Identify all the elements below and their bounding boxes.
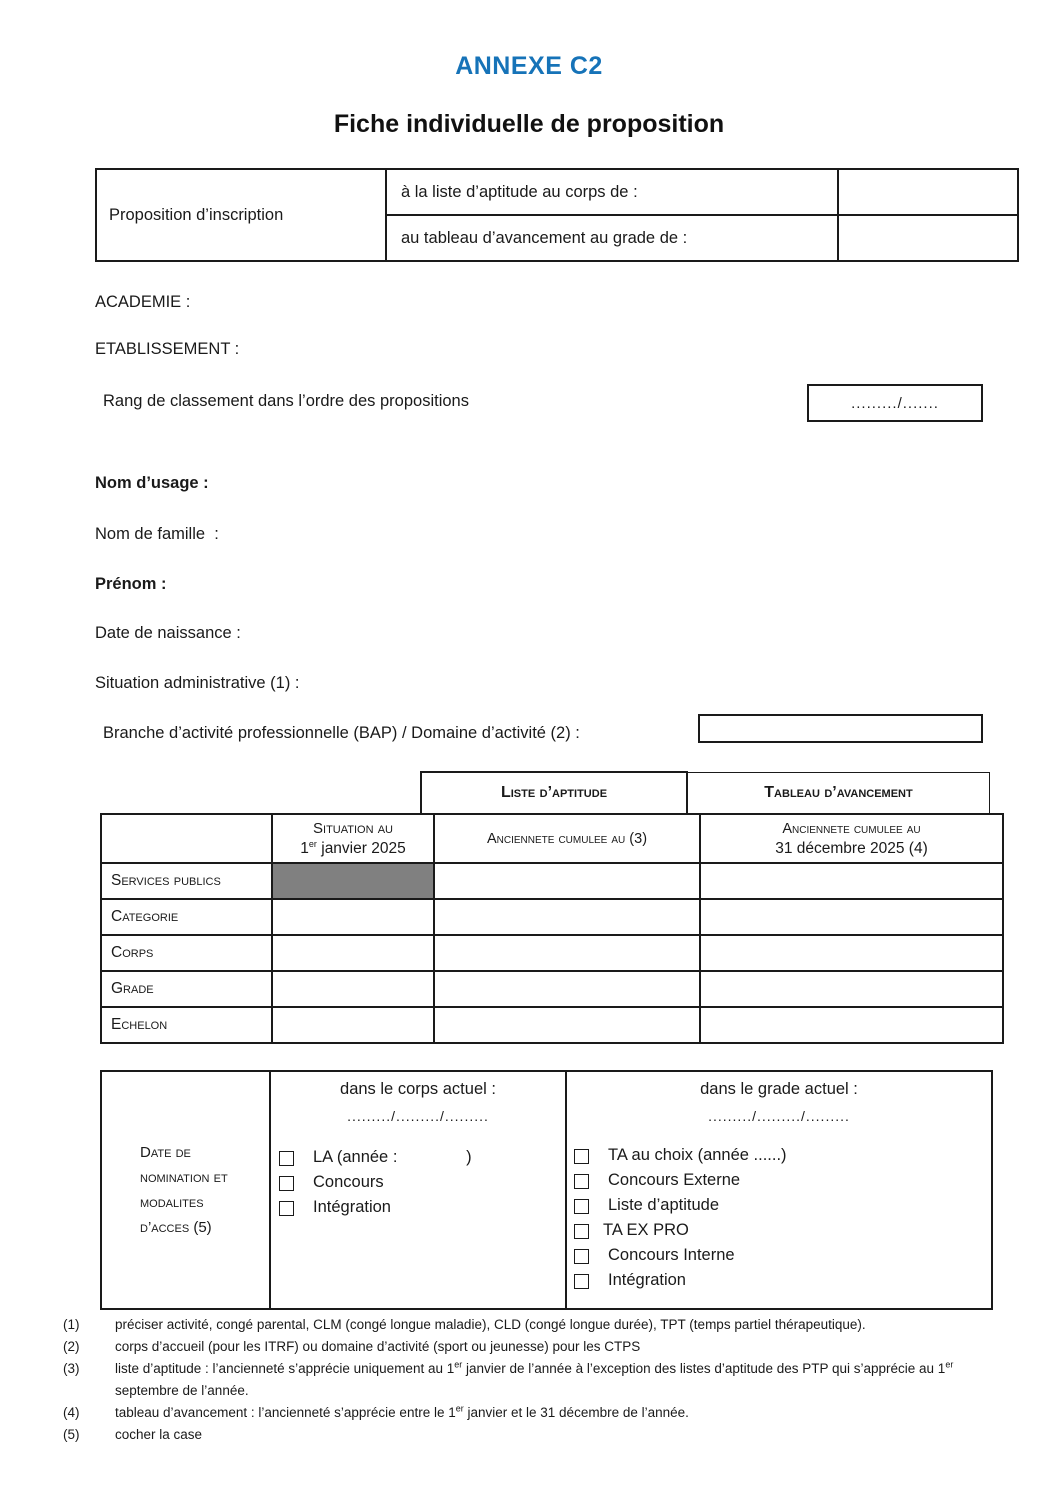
cell-grade-liste[interactable]	[434, 971, 700, 1007]
footnotes	[63, 1314, 975, 1446]
option-row-la	[279, 1148, 565, 1173]
nomination-label: Date de nomination et modalites d’acces (5)	[140, 1144, 228, 1236]
row-label-categorie: Categorie	[101, 899, 272, 935]
footnote-5-text: cocher la case	[115, 1427, 203, 1442]
nomination-table	[100, 1070, 993, 1310]
header-anciennete-liste-cell: Anciennete cumulee au (3)	[434, 814, 700, 863]
row-label-echelon: Echelon	[101, 1007, 272, 1043]
academie-label: ACADEMIE :	[95, 293, 191, 311]
cell-services-publics-liste[interactable]	[434, 863, 700, 899]
header-anciennete-tableau-cell	[700, 814, 1003, 863]
footnote-2-number: (2)	[63, 1339, 80, 1354]
corps-actuel-options	[271, 1148, 565, 1223]
rang-label: Rang de classement dans l’ordre des propositions	[103, 392, 469, 410]
checkbox-integration-corps-label: Intégration	[313, 1198, 391, 1216]
option-row-integration-grade	[574, 1271, 991, 1296]
row-label-grade: Grade	[101, 971, 272, 1007]
cell-services-publics-situation-shaded	[272, 863, 434, 899]
checkbox-integration-grade[interactable]	[574, 1274, 589, 1289]
footnote-3	[63, 1358, 975, 1402]
cell-corps-situation[interactable]	[272, 935, 434, 971]
checkbox-concours-interne-label: Concours Interne	[608, 1246, 735, 1264]
cell-categorie-situation[interactable]	[272, 899, 434, 935]
col-header-tableau-avancement: Tableau d’avancement	[687, 772, 990, 814]
header-situation-line1: Situation au	[313, 819, 393, 837]
date-naissance-label: Date de naissance :	[95, 624, 241, 642]
anciennete-table	[100, 813, 1004, 1044]
checkbox-la[interactable]	[279, 1151, 294, 1166]
checkbox-concours-externe[interactable]	[574, 1174, 589, 1189]
rang-value-box[interactable]	[807, 384, 983, 422]
grade-actuel-date-dots: ........./........./.........	[708, 1108, 850, 1124]
checkbox-liste-aptitude-label: Liste d’aptitude	[608, 1196, 719, 1214]
option-row-concours	[279, 1173, 565, 1198]
checkbox-ta-au-choix[interactable]	[574, 1149, 589, 1164]
footnote-3-number: (3)	[63, 1361, 80, 1376]
option-liste-aptitude-value-cell[interactable]	[838, 169, 1018, 215]
footnote-3-text: liste d’aptitude : l’ancienneté s’apprécie uniquement au 1er janvier de l’année à l’exception des listes d’aptitude des PTP qui s’apprécie au 1er septembre de l’année.	[115, 1359, 954, 1398]
footnote-4	[63, 1402, 975, 1424]
bap-label: Branche d’activité professionnelle (BAP) / Domaine d’activité (2) :	[103, 724, 580, 742]
col-header-liste-aptitude: Liste d’aptitude	[421, 772, 687, 814]
checkbox-integration-corps[interactable]	[279, 1201, 294, 1216]
cell-services-publics-tableau[interactable]	[700, 863, 1003, 899]
proposition-label-cell: Proposition d’inscription	[96, 169, 386, 261]
cell-grade-situation[interactable]	[272, 971, 434, 1007]
checkbox-concours-externe-label: Concours Externe	[608, 1171, 741, 1189]
form-title: Fiche individuelle de proposition	[333, 110, 725, 138]
option-row-integration-corps	[279, 1198, 565, 1223]
proposition-table	[95, 168, 1019, 262]
option-row-ta-ex-pro	[574, 1221, 991, 1246]
option-liste-aptitude-label: à la liste d’aptitude au corps de :	[386, 169, 838, 215]
corps-actuel-header: dans le corps actuel :	[340, 1080, 496, 1098]
checkbox-ta-au-choix-label: TA au choix (année ......)	[608, 1146, 787, 1164]
header-situation-line2: 1er janvier 2025	[300, 838, 406, 857]
checkbox-ta-ex-pro[interactable]	[574, 1224, 589, 1239]
grade-actuel-cell	[566, 1071, 992, 1309]
option-tableau-avancement-value-cell[interactable]	[838, 215, 1018, 261]
nomination-label-cell	[101, 1071, 270, 1309]
checkbox-concours-label: Concours	[313, 1173, 384, 1191]
cell-corps-liste[interactable]	[434, 935, 700, 971]
cell-echelon-situation[interactable]	[272, 1007, 434, 1043]
footnote-1-text: préciser activité, congé parental, CLM (congé longue maladie), CLD (congé longue durée), TPT (temps partiel thérapeutique).	[115, 1317, 866, 1332]
cell-categorie-tableau[interactable]	[700, 899, 1003, 935]
footnote-5-number: (5)	[63, 1427, 80, 1442]
annexe-title: ANNEXE C2	[455, 52, 603, 80]
rang-dots-value: ........./.......	[851, 394, 939, 412]
corner-empty-cell	[101, 814, 272, 863]
situation-admin-label: Situation administrative (1) :	[95, 674, 300, 692]
footnote-2-text: corps d’accueil (pour les ITRF) ou domaine d’activité (sport ou jeunesse) pour les CTPS	[115, 1339, 641, 1354]
option-row-ta-au-choix	[574, 1146, 991, 1171]
nom-usage-label: Nom d’usage :	[95, 474, 209, 492]
grade-actuel-header: dans le grade actuel :	[700, 1080, 858, 1098]
checkbox-integration-grade-label: Intégration	[608, 1271, 686, 1289]
row-label-corps: Corps	[101, 935, 272, 971]
option-row-concours-externe	[574, 1171, 991, 1196]
corps-actuel-cell	[270, 1071, 566, 1309]
footnote-5	[63, 1424, 975, 1446]
header-anciennete-tableau-line1: Anciennete cumulee au	[782, 820, 921, 837]
footnote-4-number: (4)	[63, 1405, 80, 1420]
footnote-1-number: (1)	[63, 1317, 80, 1332]
anciennete-header-strip	[420, 771, 990, 815]
prenom-label: Prénom :	[95, 575, 167, 593]
option-row-liste-aptitude	[574, 1196, 991, 1221]
cell-corps-tableau[interactable]	[700, 935, 1003, 971]
option-tableau-avancement-label: au tableau d’avancement au grade de :	[386, 215, 838, 261]
etablissement-label: ETABLISSEMENT :	[95, 340, 240, 358]
grade-actuel-options	[567, 1146, 991, 1296]
checkbox-concours[interactable]	[279, 1176, 294, 1191]
option-row-concours-interne	[574, 1246, 991, 1271]
checkbox-la-label: LA (année : )	[313, 1148, 472, 1166]
bap-input-box[interactable]	[698, 714, 983, 743]
checkbox-liste-aptitude[interactable]	[574, 1199, 589, 1214]
cell-echelon-tableau[interactable]	[700, 1007, 1003, 1043]
cell-echelon-liste[interactable]	[434, 1007, 700, 1043]
checkbox-ta-ex-pro-label: TA EX PRO	[603, 1221, 689, 1239]
row-label-services-publics: Services publics	[101, 863, 272, 899]
cell-categorie-liste[interactable]	[434, 899, 700, 935]
corps-actuel-date-dots: ........./........./.........	[347, 1108, 489, 1124]
checkbox-concours-interne[interactable]	[574, 1249, 589, 1264]
footnote-4-text: tableau d’avancement : l’ancienneté s’apprécie entre le 1er janvier et le 31 décembre de l’année.	[115, 1403, 689, 1420]
header-situation-cell	[272, 814, 434, 863]
footnote-2	[63, 1336, 975, 1358]
footnote-1	[63, 1314, 975, 1336]
nom-famille-label: Nom de famille :	[95, 525, 219, 543]
header-anciennete-tableau-line2: 31 décembre 2025 (4)	[775, 839, 928, 857]
cell-grade-tableau[interactable]	[700, 971, 1003, 1007]
